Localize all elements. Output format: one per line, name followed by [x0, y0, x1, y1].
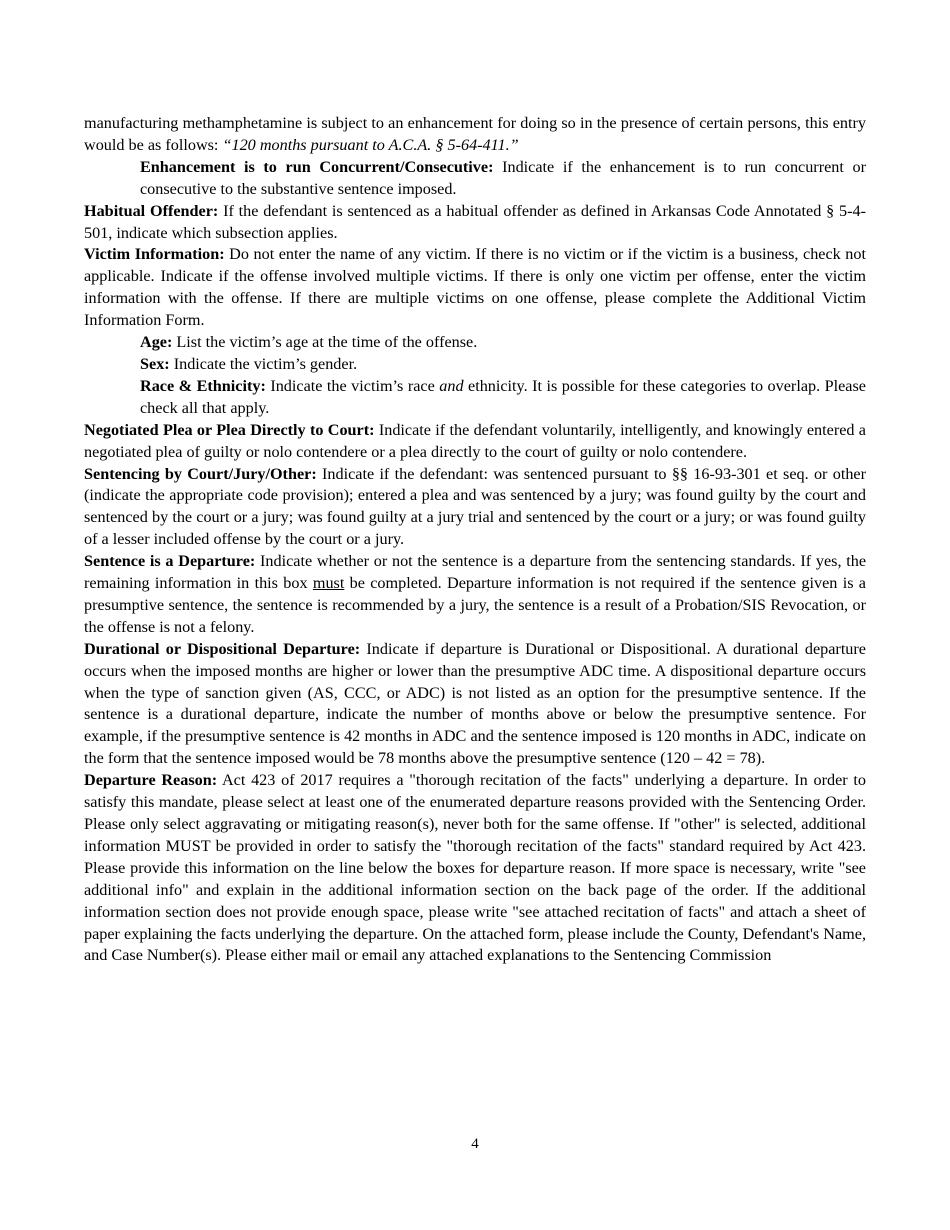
- paragraph-text: If the defendant is sentenced as a habitual offender as defined in Arkansas Code Annotated § 5-4-501, indicate which subsection applies.: [84, 201, 866, 242]
- section-heading: Sex:: [140, 354, 170, 373]
- paragraph-methamphetamine-enhancement: [84, 113, 866, 157]
- paragraph-victim-sex: [140, 354, 866, 376]
- paragraph-text: be completed. Departure information is not required if the sentence given is a presumptive sentence, the sentence is recommended by a jury, the sentence is a result of a Probation/SIS Revocation, or the offense is not a felony.: [84, 574, 866, 636]
- paragraph-text: Indicate whether or not the sentence is a departure from the sentencing standards. If yes, the remaining information in this box: [84, 552, 867, 593]
- section-heading: Durational or Dispositional Departure:: [84, 639, 361, 658]
- section-heading: Victim Information:: [84, 245, 225, 264]
- page-number: 4: [471, 1136, 479, 1152]
- paragraph-text: Do not enter the name of any victim. If there is no victim or if the victim is a business, check not applicable. Indicate if the offense involved multiple victims. If there is only one victim per offense, enter the victim information with the offense. If there are multiple victims on one offense, please complete the Additional Victim Information Form.: [84, 245, 866, 330]
- paragraph-text: Indicate if departure is Durational or Dispositional. A durational departure occurs when the imposed months are higher or lower than the presumptive ADC time. A dispositional departure occurs when the type of sanction given (AS, CCC, or ADC) is not listed as an option for the presumptive sentence. If the sentence is a durational departure, indicate the number of months above or below the presumptive sentence. For example, if the presumptive sentence is 42 months in ADC and the sentence imposed is 120 months in ADC, indicate on the form that the sentence imposed would be 78 months above the presumptive sentence (120 – 42 = 78).: [84, 639, 866, 768]
- paragraph-sentence-departure: [84, 551, 866, 639]
- paragraph-text: Indicate the victim’s gender.: [169, 354, 358, 373]
- example-entry-text: “120 months pursuant to A.C.A. § 5-64-411.”: [222, 135, 519, 154]
- paragraph-victim-race-ethnicity: [140, 376, 866, 420]
- section-heading: Sentencing by Court/Jury/Other:: [84, 464, 317, 483]
- paragraph-text: Indicate if the defendant voluntarily, intelligently, and knowingly entered a negotiated plea of guilty or nolo contendere or a plea directly to the court of guilty or nolo contendere.: [84, 420, 866, 461]
- section-heading: Enhancement is to run Concurrent/Consecutive:: [140, 157, 494, 176]
- paragraph-negotiated-plea: [84, 420, 866, 464]
- paragraph-text: Indicate the victim’s race: [265, 376, 440, 395]
- paragraph-text: List the victim’s age at the time of the offense.: [172, 333, 478, 352]
- paragraph-victim-information: [84, 244, 866, 332]
- section-heading: Habitual Offender:: [84, 201, 219, 220]
- paragraph-victim-age: [140, 332, 866, 354]
- emphasis-text: and: [439, 376, 464, 395]
- paragraph-sentencing-by-court: [84, 464, 866, 552]
- section-heading: Age:: [140, 333, 173, 352]
- section-heading: Race & Ethnicity:: [140, 376, 266, 395]
- paragraph-text: Act 423 of 2017 requires a "thorough recitation of the facts" underlying a departure. In order to satisfy this mandate, please select at least one of the enumerated departure reasons provided with the Sentencing Order. Please only select aggravating or mitigating reason(s), never both for the same offense. If "other" is selected, additional information MUST be provided in order to satisfy the "thorough recitation of the facts" standard required by Act 423. Please provide this information on the line below the boxes for departure reason. If more space is necessary, write "see additional info" and explain in the additional information section on the back page of the order. If the additional information section does not provide enough space, please write "see attached recitation of facts" and attach a sheet of paper explaining the facts underlying the departure. On the attached form, please include the County, Defendant's Name, and Case Number(s). Please either mail or email any attached explanations to the Sentencing Commission: [84, 771, 866, 965]
- paragraph-text: Indicate if the defendant: was sentenced pursuant to §§ 16-93-301 et seq. or other (indicate the appropriate code provision); entered a plea and was sentenced by a jury; was found guilty by the court and sentenced by the court or a jury; was found guilty at a jury trial and sentenced by the court or a jury; or was found guilty of a lesser included offense by the court or a jury.: [84, 464, 866, 549]
- paragraph-text: manufacturing methamphetamine is subject to an enhancement for doing so in the presence of certain persons, this entry would be as follows:: [84, 114, 866, 154]
- section-heading: Negotiated Plea or Plea Directly to Court:: [84, 420, 375, 439]
- paragraph-durational-departure: [84, 639, 866, 770]
- paragraph-departure-reason: [84, 770, 866, 967]
- paragraph-habitual-offender: [84, 201, 866, 245]
- paragraph-text: Indicate if the enhancement is to run concurrent or consecutive to the substantive sentence imposed.: [140, 157, 866, 198]
- document-body: [84, 113, 866, 967]
- section-heading: Departure Reason:: [84, 771, 218, 790]
- section-heading: Sentence is a Departure:: [84, 552, 256, 571]
- paragraph-enhancement-concurrent: [140, 157, 866, 201]
- underlined-text: must: [312, 574, 345, 593]
- paragraph-text: ethnicity. It is possible for these categories to overlap. Please check all that apply.: [140, 376, 866, 417]
